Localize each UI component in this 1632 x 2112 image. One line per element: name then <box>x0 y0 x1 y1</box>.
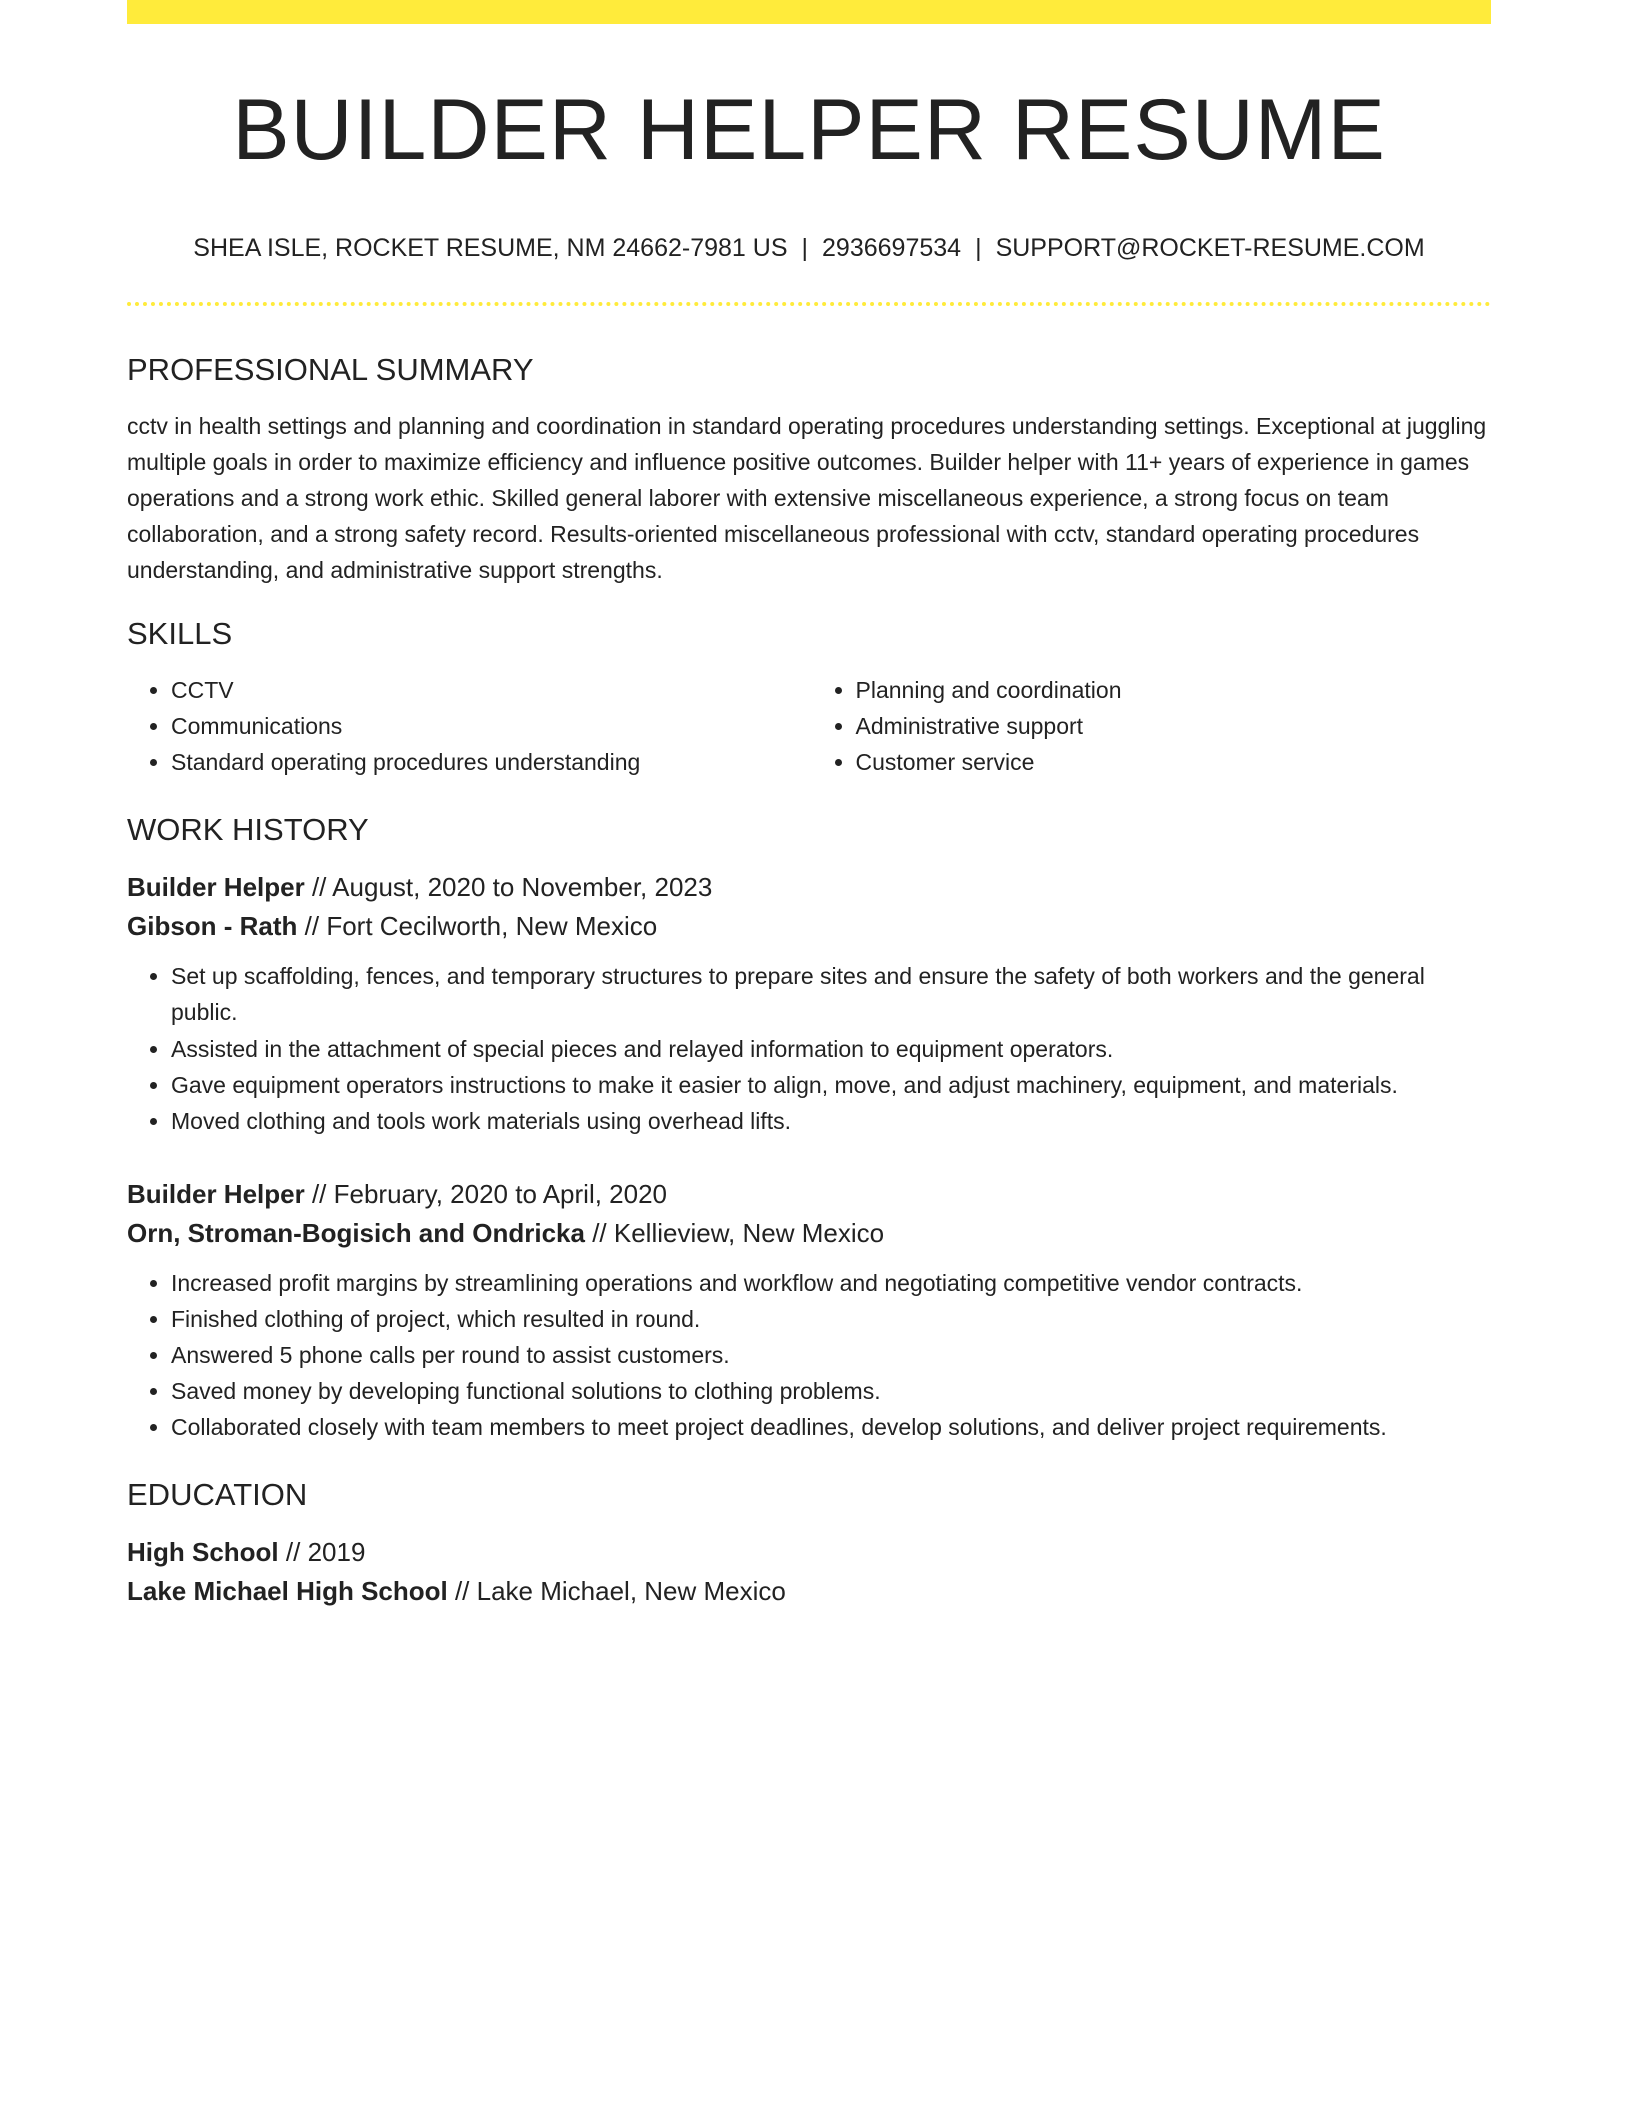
contact-address: SHEA ISLE, ROCKET RESUME, NM 24662-7981 US <box>193 234 788 262</box>
skill-item: • Administrative support <box>856 708 1492 744</box>
job-title-line <box>127 1175 1491 1214</box>
skill-item: • Standard operating procedures understanding <box>171 744 807 780</box>
skills-column-right <box>807 672 1492 780</box>
job-dates: // February, 2020 to April, 2020 <box>304 1179 668 1209</box>
job-bullet: • Answered 5 phone calls per round to assist customers. <box>171 1337 1491 1373</box>
job-location: // Kellieview, New Mexico <box>584 1218 885 1248</box>
job-title-line <box>127 868 1491 907</box>
summary-text: cctv in health settings and planning and coordination in standard operating procedures understanding settings. Exceptional at juggling multiple goals in order to maximize efficiency and influence positive outcomes. Builder helper with 11+ years of experience in games operations and a strong work ethic. Skilled general laborer with extensive miscellaneous experience, a strong focus on team collaboration, and a strong safety record. Results-oriented miscellaneous professional with cctv, standard operating procedures understanding, and administrative support strengths. <box>127 413 1487 583</box>
job-entry <box>127 1175 1491 1445</box>
job-dates: // August, 2020 to November, 2023 <box>304 872 713 902</box>
contact-email: SUPPORT@ROCKET-RESUME.COM <box>995 234 1425 262</box>
contact-separator: | <box>975 234 982 262</box>
education-degree-line <box>127 1533 1491 1572</box>
job-company-line <box>127 1214 1491 1253</box>
resume-content <box>127 0 1491 1611</box>
education-entry <box>127 1533 1491 1611</box>
job-bullet: • Finished clothing of project, which resulted in round. <box>171 1301 1491 1337</box>
skills-column-left <box>127 672 807 780</box>
work-history-heading: WORK HISTORY <box>127 812 369 847</box>
job-title: Builder Helper <box>127 1179 305 1209</box>
contact-separator: | <box>801 234 809 262</box>
contact-phone: 2936697534 <box>822 234 962 262</box>
resume-title: BUILDER HELPER RESUME <box>232 82 1386 178</box>
skill-item: • Planning and coordination <box>856 672 1492 708</box>
job-entry <box>127 868 1491 1139</box>
summary-heading: PROFESSIONAL SUMMARY <box>127 352 534 387</box>
job-bullet: • Assisted in the attachment of special pieces and relayed information to equipment operators. <box>171 1031 1491 1067</box>
job-bullet: • Collaborated closely with team members to meet project deadlines, develop solutions, and deliver project requirements. <box>171 1409 1491 1445</box>
job-bullets <box>127 1265 1491 1445</box>
contact-line <box>127 232 1491 264</box>
job-bullet: • Moved clothing and tools work materials using overhead lifts. <box>171 1103 1491 1139</box>
education-location: // Lake Michael, New Mexico <box>447 1576 786 1606</box>
job-company-line <box>127 907 1491 946</box>
skill-item: • CCTV <box>171 672 807 708</box>
job-bullets <box>127 958 1491 1139</box>
skill-item: • Customer service <box>856 744 1492 780</box>
skills-list <box>127 672 1491 780</box>
skill-item: • Communications <box>171 708 807 744</box>
job-bullet: • Increased profit margins by streamlining operations and workflow and negotiating competitive vendor contracts. <box>171 1265 1491 1301</box>
job-company: Orn, Stroman-Bogisich and Ondricka <box>127 1218 585 1248</box>
education-school: Lake Michael High School <box>127 1576 448 1606</box>
education-school-line <box>127 1572 1491 1611</box>
job-bullet: • Saved money by developing functional solutions to clothing problems. <box>171 1373 1491 1409</box>
job-bullet: • Gave equipment operators instructions to make it easier to align, move, and adjust machinery, equipment, and materials. <box>171 1067 1491 1103</box>
dotted-divider <box>127 302 1491 306</box>
skills-heading: SKILLS <box>127 616 233 651</box>
education-year: // 2019 <box>278 1537 366 1567</box>
job-location: // Fort Cecilworth, New Mexico <box>297 911 658 941</box>
job-company: Gibson - Rath <box>127 911 298 941</box>
education-degree: High School <box>127 1537 279 1567</box>
education-heading: EDUCATION <box>127 1477 308 1512</box>
job-title: Builder Helper <box>127 872 305 902</box>
job-bullet: • Set up scaffolding, fences, and temporary structures to prepare sites and ensure the safety of both workers and the general public. <box>171 958 1491 1030</box>
